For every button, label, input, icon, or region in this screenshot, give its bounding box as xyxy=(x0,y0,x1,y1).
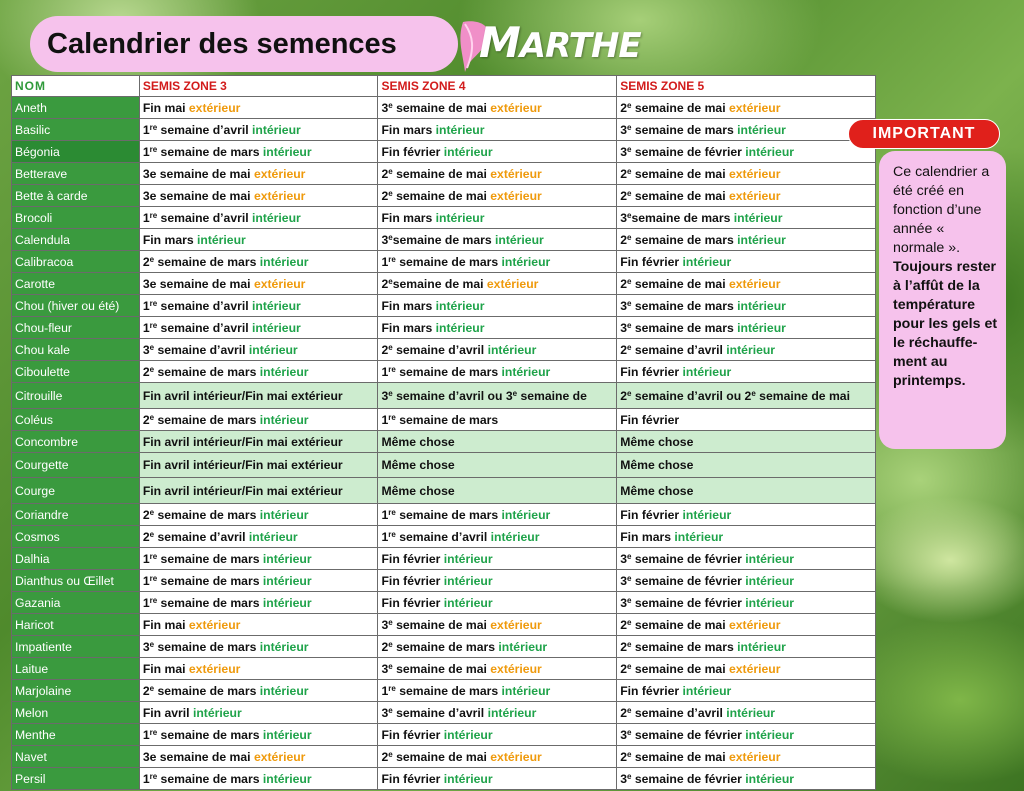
zone-5-cell: 2e semaine de mai extérieur xyxy=(617,97,876,119)
table-row xyxy=(12,746,876,768)
zone-5-cell: 2e semaine d’avril intérieur xyxy=(617,339,876,361)
interieur-label: intérieur xyxy=(682,364,732,379)
plant-name: Dalhia xyxy=(12,548,140,570)
zone-3-cell: 3e semaine de mai extérieur xyxy=(139,273,378,295)
interieur-label: intérieur xyxy=(262,573,312,588)
plant-name: Persil xyxy=(12,768,140,790)
plant-name: Citrouille xyxy=(12,383,140,409)
interieur-label: intérieur xyxy=(435,122,485,137)
seed-calendar-table xyxy=(11,75,876,790)
zone-3-cell: 1re semaine d’avril intérieur xyxy=(139,317,378,339)
zone-3-cell: 3e semaine de mai extérieur xyxy=(139,163,378,185)
table-row xyxy=(12,526,876,548)
exterieur-label: extérieur xyxy=(729,661,781,676)
logo-first-letter: M xyxy=(479,18,520,67)
zone-3-cell: Fin avril intérieur/Fin mai extérieur xyxy=(139,431,378,453)
interieur-label: intérieur xyxy=(197,232,246,247)
zone-3-cell: Fin mai extérieur xyxy=(139,658,378,680)
exterieur-label: extérieur xyxy=(486,276,539,291)
zone-5-cell: 3e semaine de février intérieur xyxy=(617,724,876,746)
interieur-label: intérieur xyxy=(682,507,732,522)
zone-3-cell: 1re semaine de mars intérieur xyxy=(139,724,378,746)
interieur-label: intérieur xyxy=(443,771,493,786)
zone-5-cell: Fin février xyxy=(617,409,876,431)
interieur-label: intérieur xyxy=(443,144,493,159)
exterieur-label: extérieur xyxy=(490,100,542,115)
zone-3-cell: 1re semaine de mars intérieur xyxy=(139,768,378,790)
zone-5-cell: Même chose xyxy=(617,453,876,478)
plant-name: Chou kale xyxy=(12,339,140,361)
table-row xyxy=(12,251,876,273)
exterieur-label: extérieur xyxy=(729,100,781,115)
zone-3-cell: 2e semaine de mars intérieur xyxy=(139,251,378,273)
table-row xyxy=(12,295,876,317)
exterieur-label: extérieur xyxy=(729,749,781,764)
plant-name: Courgette xyxy=(12,453,140,478)
important-badge: IMPORTANT xyxy=(848,119,1000,149)
zone-4-cell: 2e semaine de mars intérieur xyxy=(378,636,617,658)
plant-name: Cosmos xyxy=(12,526,140,548)
zone-5-cell: 2e semaine de mai extérieur xyxy=(617,746,876,768)
zone-5-cell: 3e semaine de février intérieur xyxy=(617,570,876,592)
interieur-label: intérieur xyxy=(443,551,493,566)
marthe-logo xyxy=(455,14,655,76)
zone-5-cell: 3e semaine de février intérieur xyxy=(617,548,876,570)
interieur-label: intérieur xyxy=(259,507,309,522)
exterieur-label: extérieur xyxy=(188,661,241,676)
interieur-label: intérieur xyxy=(737,320,786,335)
exterieur-label: extérieur xyxy=(188,100,241,115)
zone-4-cell: 3e semaine de mai extérieur xyxy=(378,97,617,119)
logo-rest: ARTHE xyxy=(519,26,641,66)
table-header-row xyxy=(12,76,876,97)
zone-5-cell: Fin février intérieur xyxy=(617,680,876,702)
zone-5-cell: 2e semaine de mai extérieur xyxy=(617,273,876,295)
interieur-label: intérieur xyxy=(682,683,732,698)
plant-name: Concombre xyxy=(12,431,140,453)
interieur-label: intérieur xyxy=(745,771,795,786)
zone-4-cell: 2e semaine de mai extérieur xyxy=(378,185,617,207)
table-row xyxy=(12,504,876,526)
zone-4-cell: 1re semaine de mars intérieur xyxy=(378,680,617,702)
zone-4-cell: Même chose xyxy=(378,431,617,453)
zone-4-cell: Fin mars intérieur xyxy=(378,317,617,339)
zone-5-cell: 2e semaine de mars intérieur xyxy=(617,636,876,658)
table-row xyxy=(12,383,876,409)
interieur-label: intérieur xyxy=(674,529,724,544)
exterieur-label: extérieur xyxy=(490,166,542,181)
zone-5-cell: Fin février intérieur xyxy=(617,504,876,526)
zone-3-cell: Fin avril intérieur/Fin mai extérieur xyxy=(139,383,378,409)
zone-5-cell: Même chose xyxy=(617,431,876,453)
plant-name: Coriandre xyxy=(12,504,140,526)
zone-5-cell: Fin mars intérieur xyxy=(617,526,876,548)
interieur-label: intérieur xyxy=(262,551,312,566)
plant-name: Gazania xyxy=(12,592,140,614)
zone-3-cell: 1re semaine de mars intérieur xyxy=(139,548,378,570)
interieur-label: intérieur xyxy=(262,727,312,742)
table-row xyxy=(12,592,876,614)
table-row xyxy=(12,273,876,295)
exterieur-label: extérieur xyxy=(490,749,542,764)
interieur-label: intérieur xyxy=(262,144,312,159)
exterieur-label: extérieur xyxy=(490,188,542,203)
plant-name: Laitue xyxy=(12,658,140,680)
plant-name: Bette à carde xyxy=(12,185,140,207)
plant-name: Bégonia xyxy=(12,141,140,163)
interieur-label: intérieur xyxy=(726,705,776,720)
table-row xyxy=(12,361,876,383)
zone-3-cell: Fin mars intérieur xyxy=(139,229,378,251)
interieur-label: intérieur xyxy=(443,573,493,588)
plant-name: Betterave xyxy=(12,163,140,185)
plant-name: Marjolaine xyxy=(12,680,140,702)
zone-5-cell: 2e semaine de mai extérieur xyxy=(617,658,876,680)
table-row xyxy=(12,724,876,746)
plant-name: Ciboulette xyxy=(12,361,140,383)
interieur-label: intérieur xyxy=(745,144,795,159)
table-row xyxy=(12,185,876,207)
zone-4-cell: Fin février intérieur xyxy=(378,592,617,614)
table-row xyxy=(12,431,876,453)
zone-5-cell: 3e semaine de février intérieur xyxy=(617,141,876,163)
interieur-label: intérieur xyxy=(501,507,551,522)
interieur-label: intérieur xyxy=(192,705,242,720)
header-zone-4: SEMIS ZONE 4 xyxy=(378,76,617,97)
zone-3-cell: 1re semaine d’avril intérieur xyxy=(139,295,378,317)
interieur-label: intérieur xyxy=(498,639,548,654)
zone-4-cell: 2esemaine de mai extérieur xyxy=(378,273,617,295)
exterieur-label: extérieur xyxy=(729,276,781,291)
zone-5-cell: 3e semaine de février intérieur xyxy=(617,768,876,790)
header-nom: NOM xyxy=(12,76,140,97)
zone-4-cell: Fin février intérieur xyxy=(378,768,617,790)
zone-4-cell: Fin mars intérieur xyxy=(378,207,617,229)
zone-3-cell: 1re semaine de mars intérieur xyxy=(139,570,378,592)
table-row xyxy=(12,570,876,592)
plant-name: Basilic xyxy=(12,119,140,141)
zone-3-cell: Fin mai extérieur xyxy=(139,97,378,119)
zone-4-cell: 3esemaine de mars intérieur xyxy=(378,229,617,251)
exterieur-label: extérieur xyxy=(729,617,781,632)
interieur-label: intérieur xyxy=(745,573,795,588)
zone-5-cell: 2e semaine de mai extérieur xyxy=(617,163,876,185)
plant-name: Dianthus ou Œillet xyxy=(12,570,140,592)
interieur-label: intérieur xyxy=(443,595,493,610)
zone-4-cell: Même chose xyxy=(378,453,617,478)
interieur-label: intérieur xyxy=(487,342,537,357)
exterieur-label: extérieur xyxy=(253,188,306,203)
zone-4-cell: 3e semaine de mai extérieur xyxy=(378,614,617,636)
zone-3-cell: 1re semaine d’avril intérieur xyxy=(139,119,378,141)
exterieur-label: extérieur xyxy=(188,617,241,632)
interieur-label: intérieur xyxy=(443,727,493,742)
zone-4-cell: 1re semaine de mars intérieur xyxy=(378,251,617,273)
table-row xyxy=(12,768,876,790)
interieur-label: intérieur xyxy=(501,364,551,379)
table-row xyxy=(12,339,876,361)
plant-name: Melon xyxy=(12,702,140,724)
zone-3-cell: 2e semaine de mars intérieur xyxy=(139,409,378,431)
zone-4-cell: Fin mars intérieur xyxy=(378,119,617,141)
zone-3-cell: 2e semaine de mars intérieur xyxy=(139,504,378,526)
zone-3-cell: Fin avril intérieur/Fin mai extérieur xyxy=(139,453,378,478)
zone-3-cell: 1re semaine de mars intérieur xyxy=(139,141,378,163)
table-row xyxy=(12,207,876,229)
table-row xyxy=(12,317,876,339)
plant-name: Courge xyxy=(12,478,140,504)
table-row xyxy=(12,229,876,251)
zone-4-cell: 3e semaine d’avril intérieur xyxy=(378,702,617,724)
zone-5-cell: 3e semaine de mars intérieur xyxy=(617,119,876,141)
table-row xyxy=(12,97,876,119)
plant-name: Brocoli xyxy=(12,207,140,229)
plant-name: Calibracoa xyxy=(12,251,140,273)
table-row xyxy=(12,141,876,163)
zone-5-cell: 2e semaine de mai extérieur xyxy=(617,614,876,636)
zone-3-cell: 3e semaine de mars intérieur xyxy=(139,636,378,658)
table-row xyxy=(12,119,876,141)
zone-5-cell: 2e semaine de mars intérieur xyxy=(617,229,876,251)
zone-4-cell: 3e semaine d’avril ou 3e semaine de xyxy=(378,383,617,409)
plant-name: Menthe xyxy=(12,724,140,746)
zone-4-cell: 2e semaine d’avril intérieur xyxy=(378,339,617,361)
table-row xyxy=(12,658,876,680)
table-row xyxy=(12,409,876,431)
interieur-label: intérieur xyxy=(726,342,776,357)
interieur-label: intérieur xyxy=(737,232,786,247)
interieur-label: intérieur xyxy=(737,639,786,654)
zone-3-cell: 3e semaine de mai extérieur xyxy=(139,746,378,768)
interieur-label: intérieur xyxy=(259,412,309,427)
header-zone-5: SEMIS ZONE 5 xyxy=(617,76,876,97)
table-row xyxy=(12,702,876,724)
exterieur-label: extérieur xyxy=(253,276,306,291)
plant-name: Impatiente xyxy=(12,636,140,658)
zone-5-cell: 3e semaine de mars intérieur xyxy=(617,295,876,317)
zone-5-cell: 3esemaine de mars intérieur xyxy=(617,207,876,229)
zone-5-cell: Fin février intérieur xyxy=(617,251,876,273)
zone-4-cell: 2e semaine de mai extérieur xyxy=(378,746,617,768)
zone-3-cell: 2e semaine d’avril intérieur xyxy=(139,526,378,548)
interieur-label: intérieur xyxy=(252,298,301,313)
zone-4-cell: 1re semaine de mars intérieur xyxy=(378,504,617,526)
zone-3-cell: 1re semaine de mars intérieur xyxy=(139,592,378,614)
table-row xyxy=(12,680,876,702)
plant-name: Calendula xyxy=(12,229,140,251)
important-text: Ce calendrier a été créé en fonction d’une année « normale ». xyxy=(893,164,990,256)
interieur-label: intérieur xyxy=(435,298,485,313)
zone-3-cell: Fin avril intérieur/Fin mai extérieur xyxy=(139,478,378,504)
important-note xyxy=(879,151,1006,449)
zone-3-cell: Fin mai extérieur xyxy=(139,614,378,636)
exterieur-label: extérieur xyxy=(490,661,542,676)
interieur-label: intérieur xyxy=(737,122,786,137)
zone-4-cell: Fin février intérieur xyxy=(378,724,617,746)
plant-name: Carotte xyxy=(12,273,140,295)
zone-4-cell: Fin février intérieur xyxy=(378,141,617,163)
interieur-label: intérieur xyxy=(252,122,301,137)
interieur-label: intérieur xyxy=(262,595,312,610)
plant-name: Chou-fleur xyxy=(12,317,140,339)
zone-5-cell: Fin février intérieur xyxy=(617,361,876,383)
interieur-label: intérieur xyxy=(259,254,309,269)
zone-4-cell: Même chose xyxy=(378,478,617,504)
interieur-label: intérieur xyxy=(745,595,795,610)
zone-4-cell: 3e semaine de mai extérieur xyxy=(378,658,617,680)
zone-5-cell: 3e semaine de mars intérieur xyxy=(617,317,876,339)
interieur-label: intérieur xyxy=(490,529,540,544)
interieur-label: intérieur xyxy=(259,683,309,698)
important-bold-text: Toujours rester à l’affût de la température pour les gels et le réchauffe-ment au printemps. xyxy=(893,259,998,389)
interieur-label: intérieur xyxy=(745,727,795,742)
table-row xyxy=(12,453,876,478)
interieur-label: intérieur xyxy=(733,210,783,225)
zone-3-cell: Fin avril intérieur xyxy=(139,702,378,724)
interieur-label: intérieur xyxy=(435,320,485,335)
interieur-label: intérieur xyxy=(501,254,551,269)
table-row xyxy=(12,614,876,636)
interieur-label: intérieur xyxy=(248,342,298,357)
plant-name: Navet xyxy=(12,746,140,768)
table-row xyxy=(12,478,876,504)
zone-3-cell: 3e semaine d’avril intérieur xyxy=(139,339,378,361)
table-row xyxy=(12,548,876,570)
zone-4-cell: Fin février intérieur xyxy=(378,570,617,592)
interieur-label: intérieur xyxy=(737,298,786,313)
interieur-label: intérieur xyxy=(501,683,551,698)
zone-4-cell: Fin mars intérieur xyxy=(378,295,617,317)
zone-3-cell: 3e semaine de mai extérieur xyxy=(139,185,378,207)
interieur-label: intérieur xyxy=(262,771,312,786)
zone-4-cell: 1re semaine de mars intérieur xyxy=(378,361,617,383)
interieur-label: intérieur xyxy=(682,254,732,269)
exterieur-label: extérieur xyxy=(490,617,542,632)
exterieur-label: extérieur xyxy=(253,166,306,181)
interieur-label: intérieur xyxy=(252,210,301,225)
plant-name: Coléus xyxy=(12,409,140,431)
plant-name: Chou (hiver ou été) xyxy=(12,295,140,317)
interieur-label: intérieur xyxy=(259,639,309,654)
interieur-label: intérieur xyxy=(259,364,309,379)
zone-5-cell: 3e semaine de février intérieur xyxy=(617,592,876,614)
zone-4-cell: 1re semaine d’avril intérieur xyxy=(378,526,617,548)
logo-text xyxy=(479,18,641,67)
zone-4-cell: Fin février intérieur xyxy=(378,548,617,570)
zone-5-cell: 2e semaine d’avril intérieur xyxy=(617,702,876,724)
exterieur-label: extérieur xyxy=(253,749,306,764)
page-title: Calendrier des semences xyxy=(30,16,458,72)
interieur-label: intérieur xyxy=(745,551,795,566)
interieur-label: intérieur xyxy=(435,210,485,225)
plant-name: Aneth xyxy=(12,97,140,119)
zone-4-cell: 1re semaine de mars xyxy=(378,409,617,431)
interieur-label: intérieur xyxy=(252,320,301,335)
interieur-label: intérieur xyxy=(487,705,537,720)
zone-5-cell: 2e semaine d’avril ou 2e semaine de mai xyxy=(617,383,876,409)
zone-5-cell: Même chose xyxy=(617,478,876,504)
table-row xyxy=(12,163,876,185)
exterieur-label: extérieur xyxy=(729,188,781,203)
header-zone-3: SEMIS ZONE 3 xyxy=(139,76,378,97)
interieur-label: intérieur xyxy=(495,232,544,247)
interieur-label: intérieur xyxy=(248,529,298,544)
table-row xyxy=(12,636,876,658)
zone-4-cell: 2e semaine de mai extérieur xyxy=(378,163,617,185)
zone-3-cell: 2e semaine de mars intérieur xyxy=(139,680,378,702)
zone-3-cell: 2e semaine de mars intérieur xyxy=(139,361,378,383)
plant-name: Haricot xyxy=(12,614,140,636)
exterieur-label: extérieur xyxy=(729,166,781,181)
zone-3-cell: 1re semaine d’avril intérieur xyxy=(139,207,378,229)
zone-5-cell: 2e semaine de mai extérieur xyxy=(617,185,876,207)
